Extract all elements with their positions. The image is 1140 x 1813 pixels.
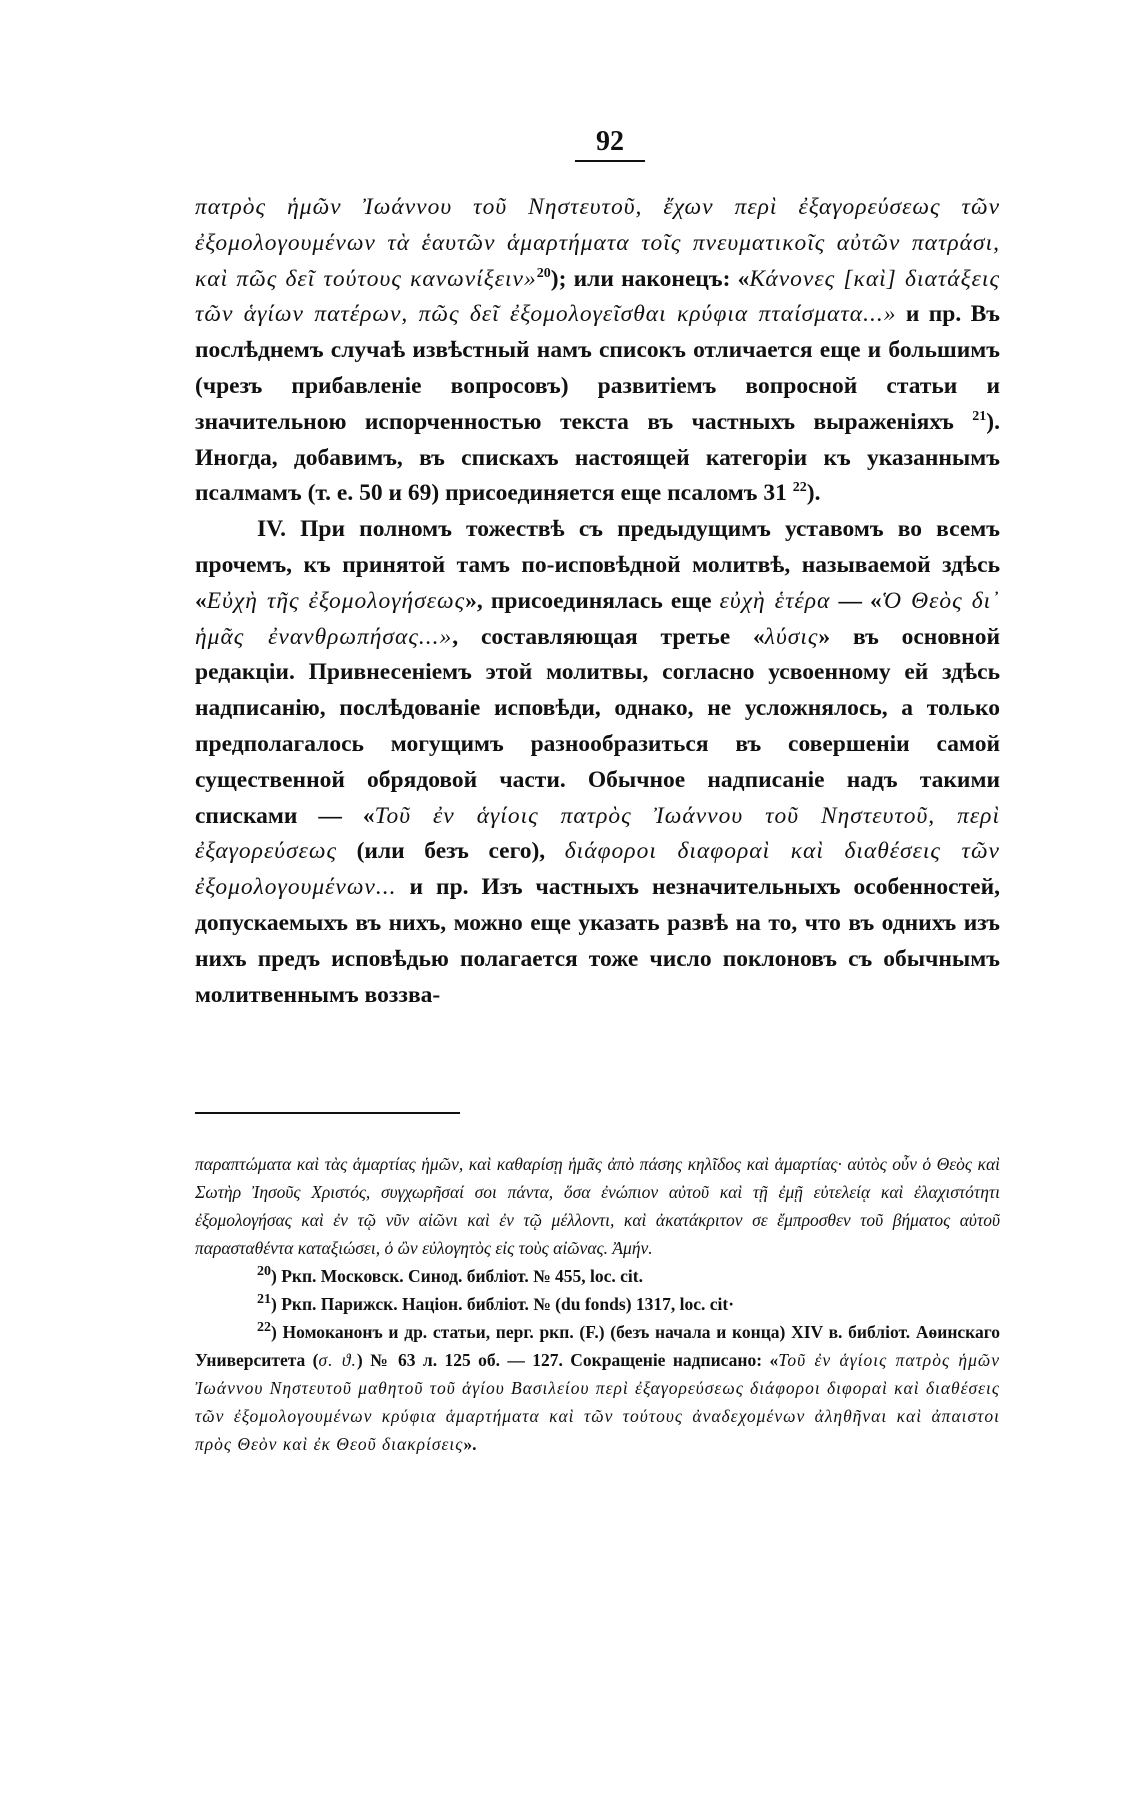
- text-run: (или безъ сего),: [336, 838, 565, 865]
- paragraph-2: [195, 512, 1000, 1013]
- greek-quotation: Ὁ Θεὸς δι᾿ ἡμᾶς ἐνανθρωπήσας...»: [195, 587, 1001, 650]
- footnote-reference: 21: [972, 408, 987, 424]
- footnote-reference: 20: [536, 265, 551, 281]
- footnote-20-number: 20: [257, 1264, 271, 1280]
- text-run: IV. При полномъ тожествѣ съ предыдущимъ уставомъ во всемъ прочемъ, къ принятой тамъ по-исповѣдной молитвѣ, называемой здѣсь «: [195, 516, 1000, 614]
- footnote-22: [195, 1318, 1000, 1458]
- greek-quotation: πατρὸς ἡμῶν Ἰωάννου τοῦ Νηστευτοῦ, ἔχων περὶ ἐξαγορεύσεως τῶν ἐξομολογουμένων τὰ ἑαυτῶν ἁμαρτήματα τοῖς πνευματικοῖς αὐτῶν πατράσι, καὶ πῶς δεῖ τούτους κανωνίξειν»: [195, 194, 1000, 292]
- footnote-separator: [195, 1112, 460, 1114]
- footnote-21-text: ) Ркп. Парижск. Націон. библіот. № (du fonds) 1317, loc. cit·: [271, 1294, 735, 1314]
- text-run: ).: [806, 480, 821, 507]
- greek-quotation: Εὐχὴ τῆς ἐξομολογήσεως: [206, 587, 466, 614]
- text-run: », присоединялась еще: [465, 587, 720, 614]
- greek-quotation: διάφοροι διαφοραὶ καὶ διαθέσεις τῶν ἐξομολογουμένων...: [195, 838, 1000, 901]
- footnote-reference: 22: [792, 480, 807, 496]
- text-run: ). Иногда, добавимъ, въ спискахъ настоящей категоріи къ указаннымъ псалмамъ (т. е. 50 и 69) присоединяется еще псаломъ 31: [195, 408, 1000, 507]
- greek-quotation: Τοῦ ἐν ἁγίοις πατρὸς Ἰωάννου τοῦ Νηστευτοῦ, περὶ ἐξαγορεύσεως: [195, 802, 1000, 865]
- text-run: » въ основной редакціи. Привнесеніемъ этой молитвы, согласно усвоенному ей здѣсь надписанію, послѣдованіе исповѣди, однако, не усложнялось, а только предполагалось могущимъ разнообразиться въ совершеніи самой существенной обрядовой части. Обычное надписаніе надъ такими списками — «: [195, 623, 1000, 829]
- footnote-continuation: παραπτώματα καὶ τὰς ἁμαρτίας ἡμῶν, καὶ καθαρίσῃ ἡμᾶς ἀπὸ πάσης κηλῖδος καὶ ἁμαρτίας· αὐτὸς οὖν ὁ Θεὸς καὶ Σωτὴρ Ἰησοῦς Χριστός, συγχωρῆσαί σοι πάντα, ὅσα ἐνώπιον αὐτοῦ καὶ τῇ ἐμῇ εὐτελείᾳ καὶ ἐλαχιστότητι ἐξομολογήσας καὶ ἐν τῷ νῦν αἰῶνι καὶ ἐν τῷ μέλλοντι, καὶ ἀκατάκριτον σε ἔμπροσθεν τοῦ βήματος αὐτοῦ παρασταθέντα καταξιώσει, ὁ ὢν εὐλογητὸς εἰς τοὺς αἰῶνας. Ἀμήν.: [195, 1154, 1000, 1258]
- greek-quotation: εὐχὴ ἑτέρα: [719, 587, 831, 614]
- footnote-20-text: ) Ркп. Московск. Синод. библіот. № 455, loc. cit.: [271, 1266, 643, 1286]
- text-run: — «: [830, 587, 882, 614]
- page-number: 92: [575, 126, 645, 162]
- main-text: [195, 190, 1000, 1013]
- footnote-22-text-a: ) Номоканонъ и др. статьи, перг. ркп. (F.) (безъ начала и конца) XIV в. библіот. Аѳинскаго Университета (: [195, 1322, 1000, 1370]
- footnote-22-sigla: σ. ϑ.: [318, 1350, 357, 1370]
- footnote-21: [195, 1290, 1000, 1318]
- footnote-22-greek: Τοῦ ἐν ἁγίοις πατρὸς ἡμῶν Ἰωάννου Νηστευτοῦ μαθητοῦ τοῦ ἁγίου Βασιλείου περὶ ἐξαγορεύσεως διάφοροι διφοραὶ καὶ διαθέσεις τῶν ἐξομολογουμένων κρύφια ἁμαρτήματα καὶ τῶν τούτους ἀναδεχομένων ἀληθῆναι καὶ ἀπαιστοι πρὸς Θεὸν καὶ ἐκ Θεοῦ διακρίσεις: [195, 1350, 1001, 1454]
- text-run: , составляющая третье «: [452, 623, 765, 650]
- footnote-21-number: 21: [257, 1292, 271, 1308]
- greek-quotation: Κάνονες [καὶ] διατάξεις τῶν ἁγίων πατέρων, πῶς δεῖ ἐξομολογεῖσθαι κρύφια πταίσματα...»: [195, 265, 1000, 328]
- paragraph-1: [195, 190, 1000, 512]
- footnote-20: [195, 1262, 1000, 1290]
- footnote-22-number: 22: [257, 1320, 271, 1336]
- text-run: ); или наконецъ: «: [550, 265, 750, 292]
- text-run: и пр. Въ послѣднемъ случаѣ извѣстный намъ списокъ отличается еще и большимъ (чрезъ прибавленіе вопросовъ) развитіемъ вопросной статьи и значительною испорченностью текста въ частныхъ выраженіяхъ: [195, 301, 1001, 435]
- footnote-22-end: ».: [463, 1434, 477, 1454]
- footnote-22-text-b: ) № 63 л. 125 об. — 127. Сокращеніе надписано: «: [356, 1350, 779, 1370]
- greek-quotation: λύσις: [764, 623, 819, 650]
- footnotes: [195, 1150, 1000, 1458]
- text-run: и пр. Изъ частныхъ незначительныхъ особенностей, допускаемыхъ въ нихъ, можно еще указать развѣ на то, что въ однихъ изъ нихъ предъ исповѣдью полагается тоже число поклоновъ съ обычнымъ молитвеннымъ воззва-: [195, 874, 1000, 1008]
